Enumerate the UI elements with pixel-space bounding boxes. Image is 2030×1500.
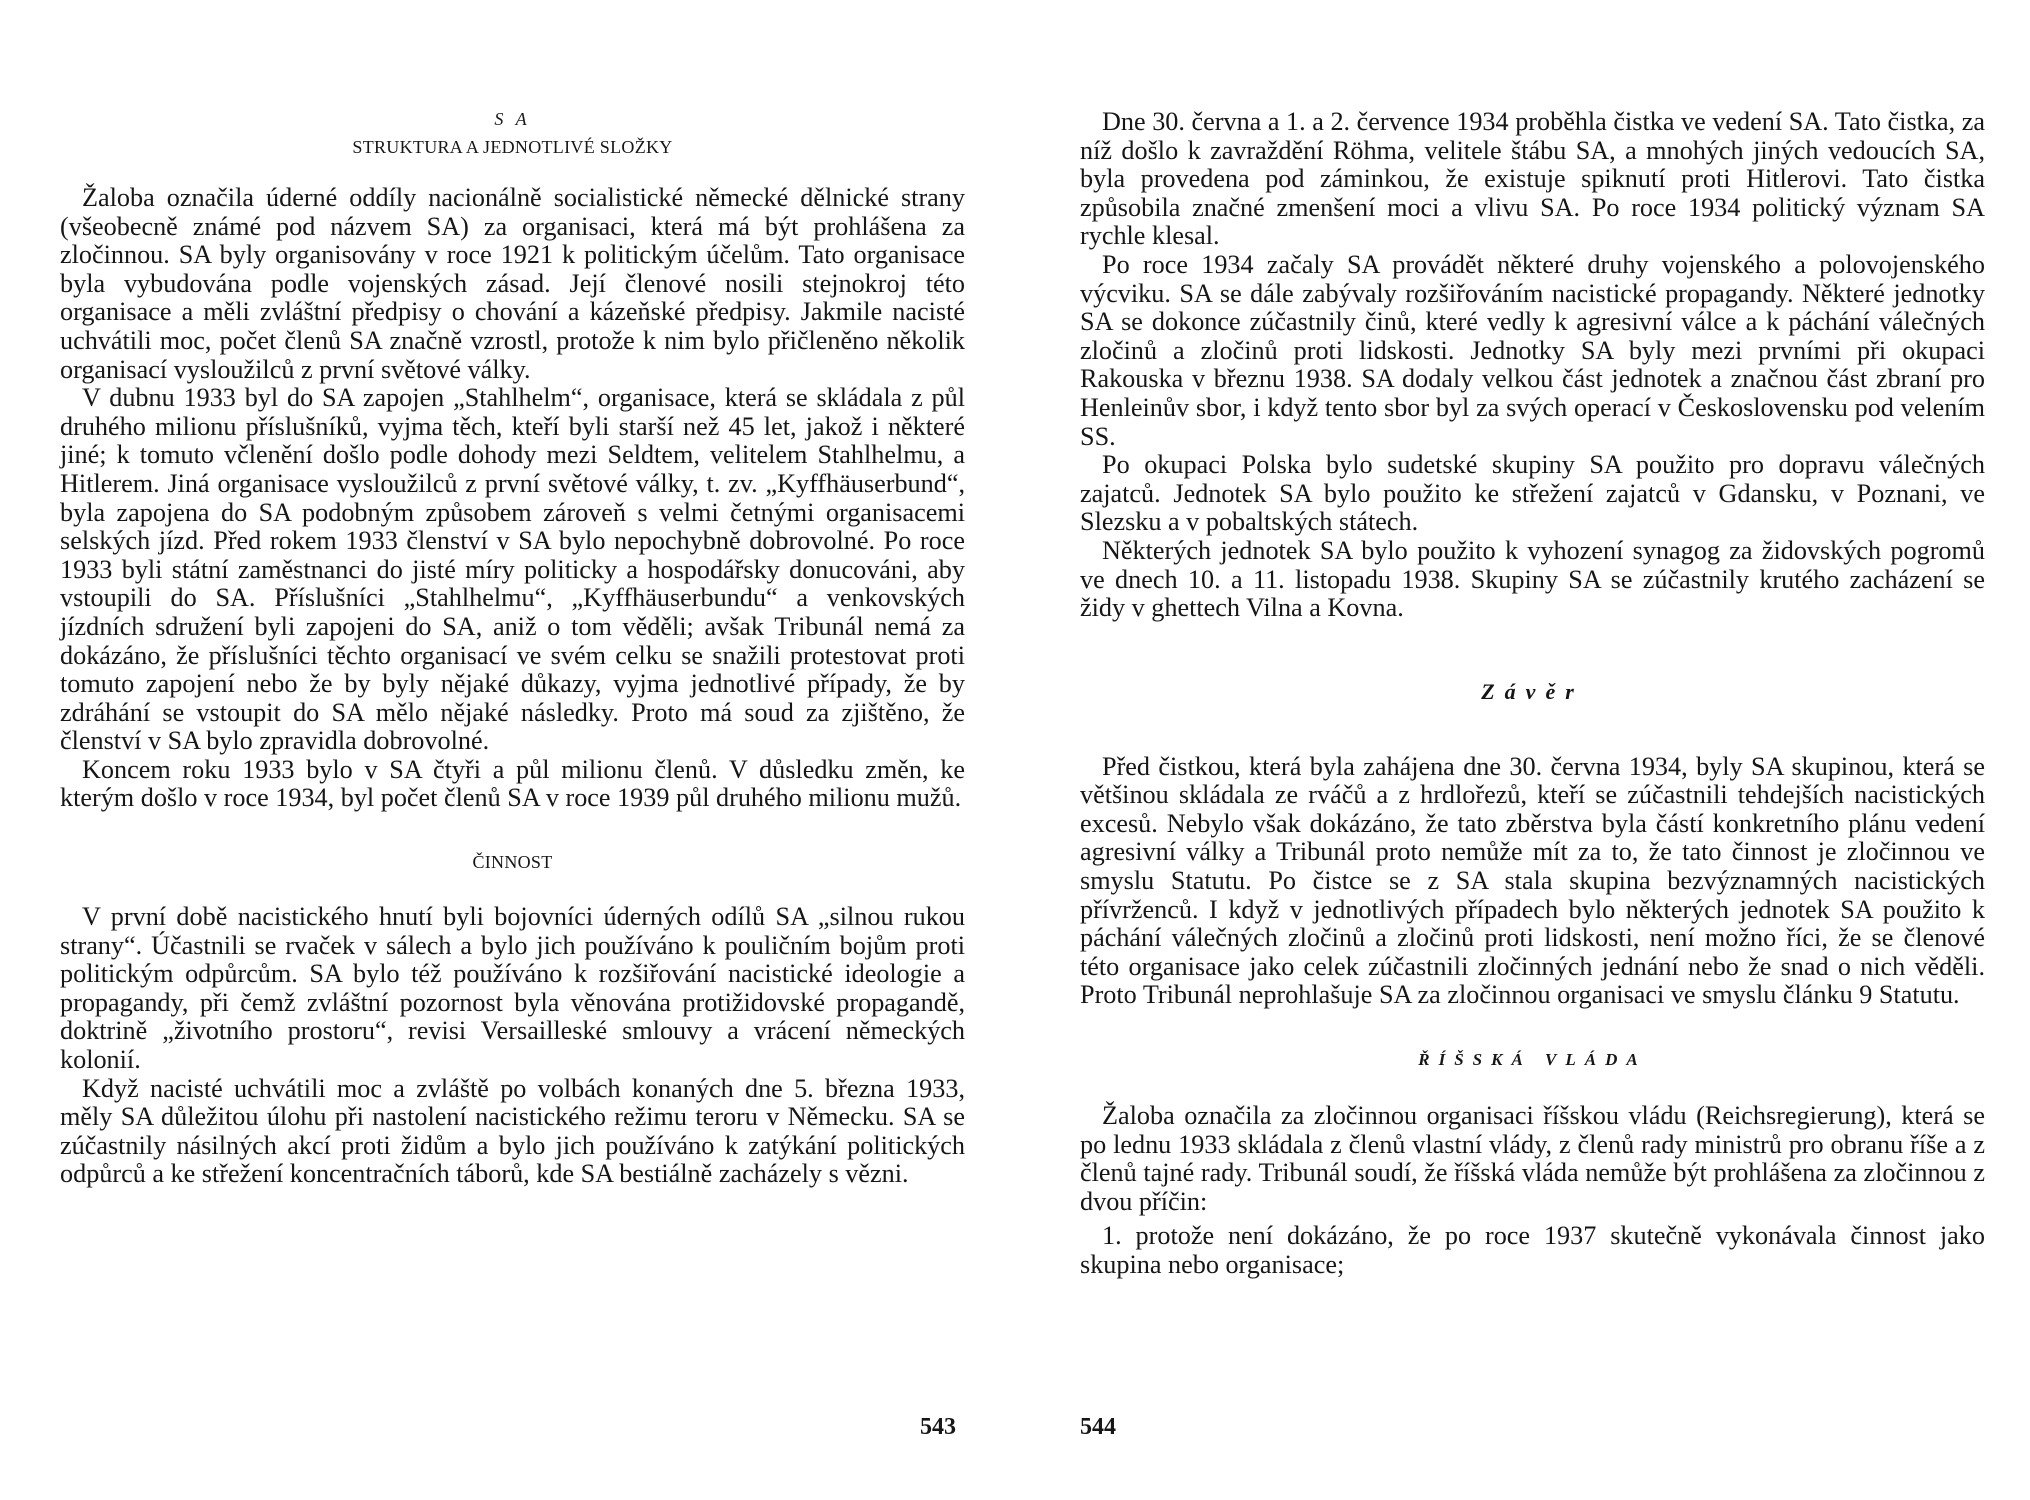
heading-conclusion: Závěr (1481, 678, 1584, 704)
paragraph: Žaloba označila za zločinnou organisaci říšskou vládu (Reichsregierung), která se po lednu 1933 skládala z členů vlastní vlády, z členů rady ministrů pro obranu říše a z členů tajné rady. Tribunál soudí, že říšská vláda nemůže být prohlášena za zločinnou z dvou příčin: (1080, 1101, 1985, 1216)
heading-activity: ČINNOST (472, 852, 553, 873)
right-page (1080, 0, 1985, 1500)
heading-reich-government: ŘÍŠSKÁ VLÁDA (1418, 1050, 1647, 1070)
paragraph: Dne 30. června a 1. a 2. července 1934 proběhla čistka ve vedení SA. Tato čistka, za níž došlo k zavraždění Röhma, velitele štábu SA, a mnohých jiných vedoucích SA, byla provedena pod záminkou, že existuje spiknutí proti Hitlerovi. Tato čistka způsobila značné zmenšení moci a vlivu SA. Po roce 1934 politický význam SA rychle klesal. (1080, 107, 1985, 251)
paragraph: Koncem roku 1933 bylo v SA čtyři a půl milionu členů. V důsledku změn, ke kterým došlo v roce 1934, byl počet členů SA v roce 1939 půl druhého milionu mužů. (60, 754, 965, 813)
paragraph: Po roce 1934 začaly SA provádět některé druhy vojenského a polovojenského výcviku. SA se dále zabývaly rozšiřováním nacistické propagandy. Některé jednotky SA se dokonce zúčastnily činů, které vedly k agresivní válce a k páchání válečných zločinů a zločinů proti lidskosti. Jednotky SA byly mezi prvními při okupaci Rakouska v březnu 1938. SA dodaly velkou část jednotek a značnou část zbraní pro Henleinův sbor, i když tento sbor byl za svých operací v Československu pod velením SS. (1080, 249, 1985, 451)
paragraph: Když nacisté uchvátili moc a zvláště po volbách konaných dne 5. března 1933, měly SA důležitou úlohu při nastolení nacistického režimu teroru v Německu. SA se zúčastnily násilných akcí proti židům a bylo jich používáno k zatýkání politických odpůrců a ke střežení koncentračních táborů, kde SA bestiálně zacházely s vězni. (60, 1073, 965, 1189)
paragraph: V dubnu 1933 byl do SA zapojen „Stahlhelm“, organisace, která se skládala z půl druhého milionu příslušníků, vyjma těch, kteří byli starší než 45 let, jakož i některé jiné; k tomuto včlenění došlo podle dohody mezi Seldtem, velitelem Stahlhelmu, a Hitlerem. Jiná organisace vysloužilců z první světové války, t. zv. „Kyffhäuserbund“, byla zapojena do SA podobným způsobem zároveň s velmi četnými organisacemi selských jízd. Před rokem 1933 členství v SA bylo nepochybně dobrovolné. Po roce 1933 byli státní zaměstnanci do jisté míry politicky a hospodářsky donucováni, aby vstoupili do SA. Příslušníci „Stahlhelmu“, „Kyffhäuserbundu“ a venkovských jízdních sdružení byli zapojeni do SA, aniž o tom věděli; avšak Tribunál nemá za dokázáno, že příslušníci těchto organisací ve svém celku se snažili protestovat proti tomuto zapojení nebo že by byly nějaké důkazy, vyjma jednotlivé případy, že by zdráhání se vstoupit do SA mělo nějaké následky. Proto má soud za zjištěno, že členství v SA bylo zpravidla dobrovolné. (60, 383, 965, 756)
page-number: 544 (1080, 1414, 1116, 1440)
paragraph: Žaloba označila úderné oddíly nacionálně socialistické německé dělnické strany (všeobecně známé pod názvem SA) za organisaci, která má být prohlášena za zločinnou. SA byly organisovány v roce 1921 k politickým účelům. Tato organisace byla vybudována podle vojenských zásad. Její členové nosili stejnokroj této organisace a měli zvláštní předpisy o chování a kázeňské předpisy. Jakmile nacisté uchvátili moc, počet členů SA značně vzrostl, protože k nim bylo přičleněno několik organisací vysloužilců z první světové války. (60, 183, 965, 384)
paragraph: Před čistkou, která byla zahájena dne 30. června 1934, byly SA skupinou, která se většinou skládala ze rváčů a z hrdlořezů, kteří se zúčastnili tehdejších nacistických excesů. Nebylo však dokázáno, že tato zběrstva byla částí konkretního plánu vedení agresivní války a Tribunál proto nemůže mít za to, že tato činnost je zločinnou ve smyslu Statutu. Po čistce se z SA stala skupina bezvýznamných nacistických přívrženců. I když v jednotlivých případech bylo některých jednotek SA použito k páchání válečných zločinů a zločinů proti lidskosti, není možno říci, že se členové této organisace jako celek zúčastnili zločinných jednání nebo že snad o nich věděli. Proto Tribunál neprohlašuje SA za zločinnou organisaci ve smyslu článku 9 Statutu. (1080, 751, 1985, 1010)
numbered-item: 1. protože není dokázáno, že po roce 1937 skutečně vykonávala činnost jako skupina nebo organisace; (1080, 1221, 1985, 1279)
paragraph: V první době nacistického hnutí byli bojovníci úderných odílů SA „silnou rukou strany“. Účastnili se rvaček v sálech a bylo jich používáno k pouličním bojům proti politickým odpůrcům. SA bylo též používáno k rozšiřování nacistické ideologie a propagandy, při čemž zvláštní pozornost byla věnována protižidovské propagandě, doktrině „životního prostoru“, revisi Versailleské smlouvy a vrácení německých kolonií. (60, 902, 965, 1075)
paragraph: Po okupaci Polska bylo sudetské skupiny SA použito pro dopravu válečných zajatců. Jednotek SA bylo použito ke střežení zajatců v Gdansku, v Poznani, ve Slezsku a v pobaltských státech. (1080, 450, 1985, 537)
section-heading-sa: S A (494, 109, 531, 129)
left-page (60, 0, 965, 1500)
paragraph: Některých jednotek SA bylo použito k vyhození synagog za židovských pogromů ve dnech 10. a 11. listopadu 1938. Skupiny SA se zúčastnily krutého zacházení se židy v ghettech Vilna a Kovna. (1080, 535, 1985, 623)
page-number: 543 (920, 1414, 956, 1440)
right-page-body (1080, 108, 1985, 1280)
heading-structure: STRUKTURA A JEDNOTLIVÉ SLOŽKY (352, 137, 673, 157)
left-page-body (60, 108, 965, 1189)
